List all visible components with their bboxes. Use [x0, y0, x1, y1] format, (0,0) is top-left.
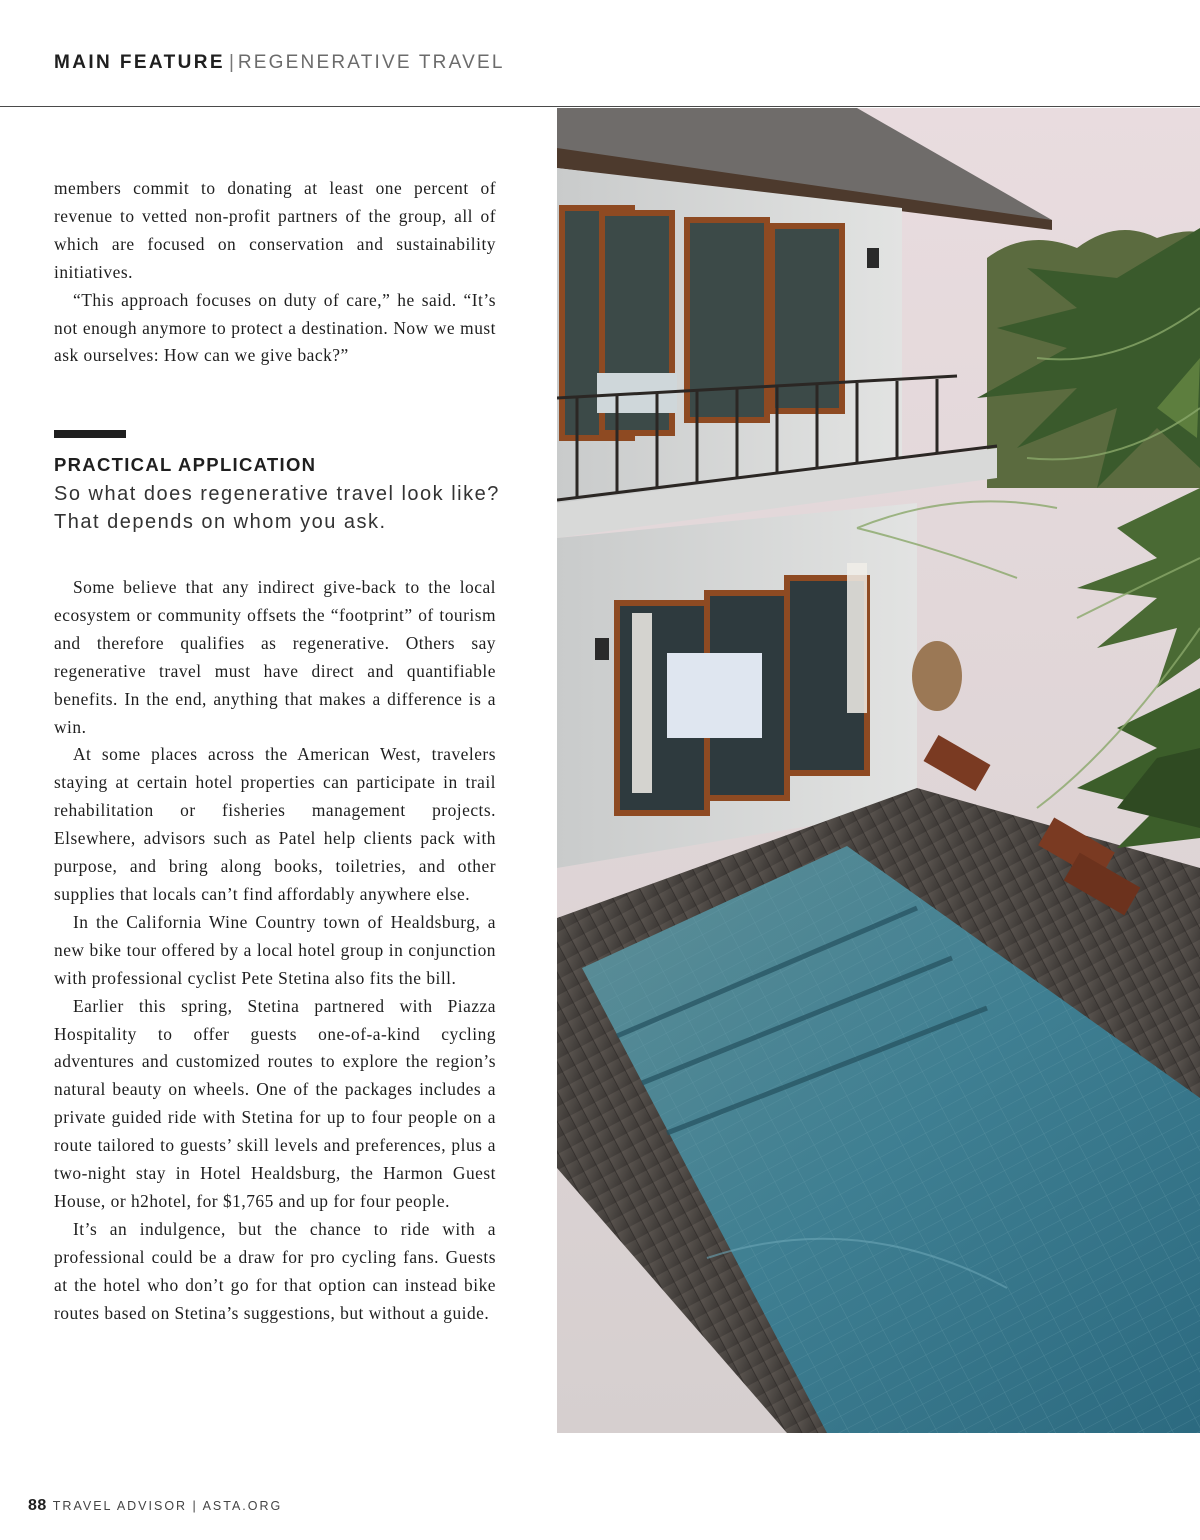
section-accent-bar [54, 430, 126, 438]
subhead-title: PRACTICAL APPLICATION [54, 454, 317, 475]
header-rule [0, 106, 1200, 107]
body-paragraph-1: Some believe that any indirect give-back to the local ecosystem or community offsets the “footprint” of tourism and therefore qualifies as regenerative. Others say regenerative travel must have direct and quantifiable benefits. In the end, anything that makes a difference is a win. [54, 577, 496, 737]
body-paragraph-2: At some places across the American West, travelers staying at certain hotel properties can participate in trail rehabilitation or fisheries management projects. Elsewhere, advisors such as Patel help clients pack with purpose, and bring along books, toiletries, and other supplies that locals can’t find affordably anywhere else. [54, 744, 496, 904]
publication-credit: TRAVEL ADVISOR | ASTA.ORG [52, 1499, 283, 1513]
page-footer [28, 1497, 282, 1515]
body-paragraph-3: In the California Wine Country town of Healdsburg, a new bike tour offered by a local hotel group in conjunction with professional cyclist Pete Stetina also fits the bill. [54, 911, 496, 988]
header-separator: | [228, 52, 234, 73]
intro-paragraph-2: “This approach focuses on duty of care,” he said. “It’s not enough anymore to protect a destination. Now we must ask ourselves: How can we give back?” [54, 289, 496, 366]
subhead-deck: So what does regenerative travel look like? That depends on whom you ask. [54, 483, 500, 533]
running-header [54, 52, 505, 74]
intro-column [54, 175, 496, 370]
body-column [54, 574, 496, 1327]
header-topic: REGENERATIVE TRAVEL [237, 52, 505, 73]
intro-paragraph-1: members commit to donating at least one percent of revenue to vetted non-profit partners of the group, all of which are focused on conservation and sustainability initiatives. [54, 178, 496, 282]
villa-pool-photo [557, 108, 1200, 1433]
header-section: MAIN FEATURE [54, 52, 225, 73]
page-number: 88 [28, 1497, 47, 1514]
body-paragraph-4: Earlier this spring, Stetina partnered with Piazza Hospitality to offer guests one-of-a-kind cycling adventures and customized routes to explore the region’s natural beauty on wheels. One of the packages includes a private guided ride with Stetina for up to four people on a route tailored to guests’ skill levels and preferences, plus a two-night stay in Hotel Healdsburg, the Harmon Guest House, or h2hotel, for $1,765 and up for four people. [54, 995, 496, 1211]
body-paragraph-5: It’s an indulgence, but the chance to ride with a professional could be a draw for pro cycling fans. Guests at the hotel who don’t go for that option can instead bike routes based on Stetina’s suggestions, but without a guide. [54, 1218, 496, 1323]
